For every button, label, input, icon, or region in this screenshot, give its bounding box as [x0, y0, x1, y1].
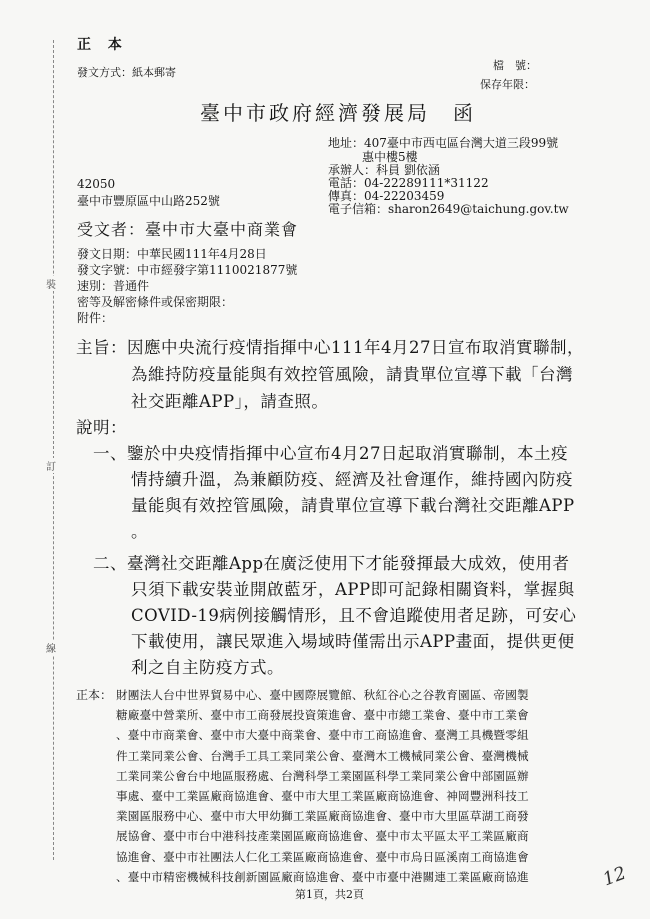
retention-label: 保存年限： [480, 78, 535, 91]
attachment: 附件： [77, 311, 114, 325]
issue-date: 發文日期：中華民國111年4月28日 [77, 247, 267, 261]
recipient: 受文者：臺中市大臺中商業會 [77, 220, 299, 239]
subject-line1: 主旨：因應中央流行疫情指揮中心111年4月27日宣布取消實聯制， [76, 338, 584, 357]
document-number: 發文字號：中市經發字第1110021877號 [77, 263, 298, 277]
sender-phone: 電話：04-22289111*31122 [328, 176, 489, 190]
binding-mark-top: 裝 [46, 276, 56, 291]
page-number: 第1頁，共2頁 [295, 888, 364, 901]
recipient-zip: 42050 [77, 177, 116, 191]
item2-line4: 下載使用，讓民眾進入場域時僅需出示APP畫面，提供更便 [131, 632, 575, 651]
sender-address-line1: 地址：407臺中市西屯區台灣大道三段99號 [328, 136, 559, 150]
sender-address-line2: 惠中樓5樓 [362, 150, 418, 164]
item2-line1: 二、臺灣社交距離App在廣泛使用下才能發揮最大成效，使用者 [93, 554, 570, 573]
cc-line: 事處、臺中工業區廠商協進會、臺中市大里工業區廠商協進會、神岡豐洲科技工 [116, 789, 529, 804]
cc-line: 業園區服務中心、臺中市大甲幼獅工業區廠商協進會、臺中市大里區草湖工商發 [116, 809, 529, 824]
copy-type: 正 本 [77, 37, 128, 53]
cc-line: 、臺中市精密機械科技創新園區廠商協進會、臺中市臺中港關連工業區廠商協進 [116, 869, 529, 884]
item1-line2: 情持續升溫，為兼顧防疫、經濟及社會運作，維持國內防疫 [131, 470, 573, 489]
cc-line: 財團法人台中世界貿易中心、臺中國際展覽館、秋紅谷心之谷教育園區、帝國製 [116, 688, 529, 702]
cc-label: 正本： [76, 688, 113, 702]
cc-line: 展協會、臺中市台中港科技產業園區廠商協進會、臺中市太平區太平工業區廠商 [116, 829, 529, 844]
explain-label: 說明： [76, 418, 127, 437]
sender-contact: 承辦人：科員 劉依涵 [328, 163, 440, 177]
recipient-address: 臺中市豐原區中山路252號 [77, 194, 220, 208]
cc-line: 件工業同業公會、台灣手工具工業同業公會、臺灣木工機械同業公會、臺灣機械 [116, 748, 529, 763]
cc-line: 糖廠臺中營業所、臺中市工商發展投資策進會、臺中市總工業會、臺中市工業會 [116, 708, 529, 723]
secrecy-level: 密等及解密條件或保密期限： [77, 295, 234, 309]
item2-line3: COVID-19病例接觸情形，且不會追蹤使用者足跡，可安心 [131, 606, 577, 625]
send-method: 發文方式：紙本郵寄 [77, 66, 176, 79]
speed-class: 速別：普通件 [77, 279, 150, 293]
document-title: 臺中市政府經濟發展局 函 [200, 101, 476, 125]
cc-line: 、臺中市商業會、臺中市大臺中商業會、臺中市工商協進會、臺灣工具機暨零組 [116, 728, 529, 743]
sender-email: 電子信箱：sharon2649@taichung.gov.tw [328, 202, 569, 216]
item2-line5: 利之自主防疫方式。 [131, 658, 284, 677]
binding-mark-middle: 訂 [46, 458, 56, 473]
subject-line3: 社交距離APP」，請查照。 [131, 392, 329, 411]
file-number-label: 檔 號： [493, 59, 537, 72]
cc-list [116, 685, 529, 887]
item1-line1: 一、鑒於中央疫情指揮中心宣布4月27日起取消實聯制，本土疫 [93, 444, 568, 463]
item1-line4: 。 [131, 522, 148, 541]
cc-line: 工業同業公會台中地區服務處、台灣科學工業園區科學工業同業公會中部園區辦 [116, 768, 529, 783]
handwritten-mark: 12 [600, 862, 629, 891]
binding-mark-bottom: 線 [46, 640, 56, 655]
subject-line2: 為維持防疫量能與有效控管風險，請貴單位宣導下載「台灣 [131, 365, 573, 384]
sender-fax: 傳真：04-22203459 [328, 189, 445, 203]
item1-line3: 量能與有效控管風險，請貴單位宣導下載台灣社交距離APP [131, 496, 575, 515]
binding-line [53, 40, 54, 860]
item2-line2: 只須下載安裝並開啟藍牙，APP即可記錄相關資料，掌握與 [131, 580, 575, 599]
cc-line: 協進會、臺中市社團法人仁化工業區廠商協進會、臺中市烏日區溪南工商協進會 [116, 849, 529, 864]
